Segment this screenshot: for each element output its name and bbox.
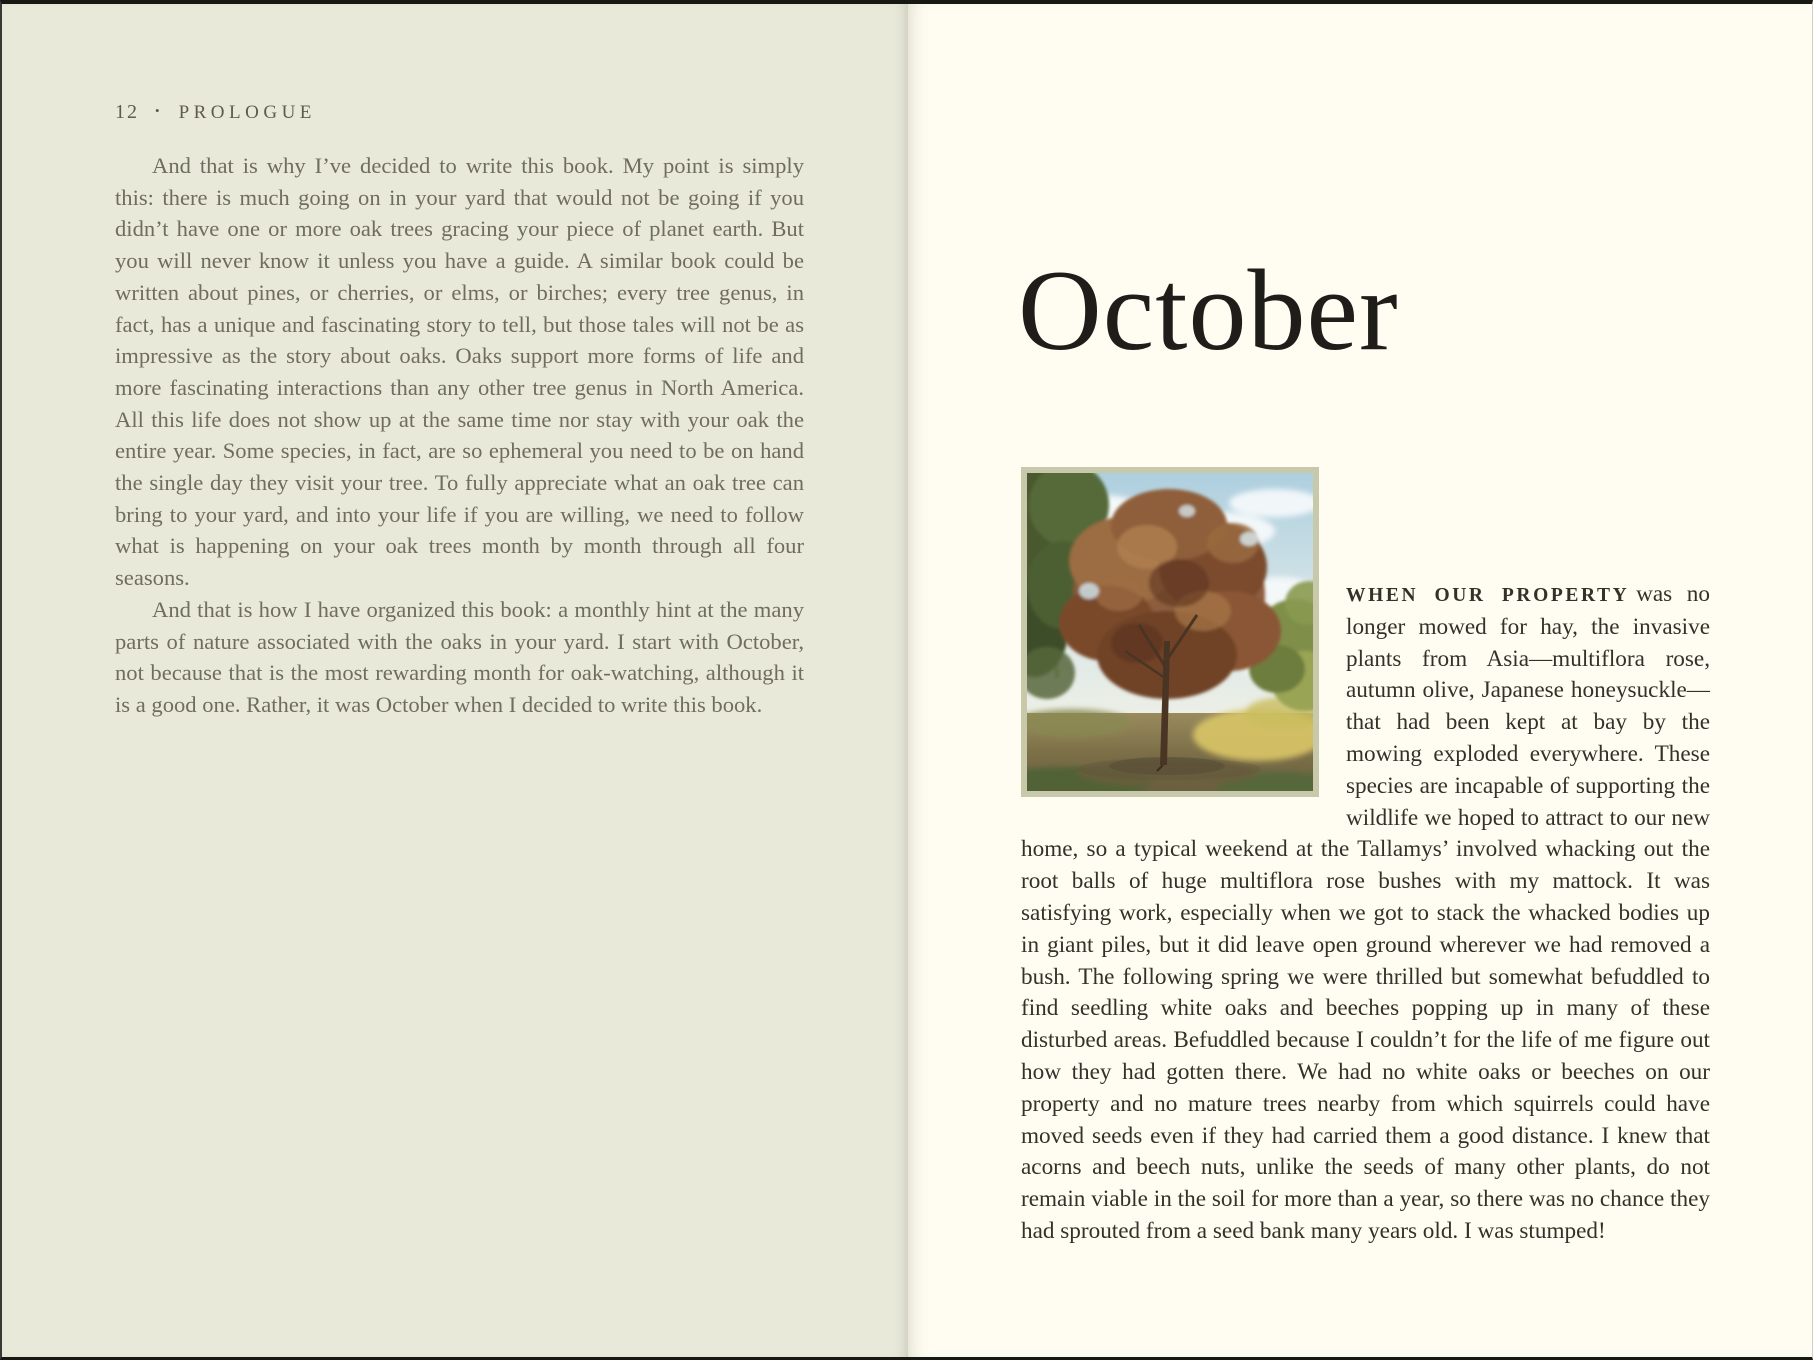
body-paragraph: And that is why I’ve decided to write this book. My point is simply this: there is much going on in your yard that would not be going if you didn’t have one or more oak trees gracing your piece of planet earth. But you will never know it unless you have a guide. A similar book could be written about pines, or cherries, or elms, or birches; every tree genus, in fact, has a unique and fascinating story to tell, but those tales will not be as impressive as the story about oaks. Oaks support more forms of life and more fascinating interactions than any other tree genus in North America. All this life does not show up at the same time nor stay with your oak the entire year. Some species, in fact, are so ephemeral you need to be on hand the single day they visit your tree. To fully appreciate what an oak tree can bring to your yard, and into your life if you are willing, we need to follow what is happening on your oak trees month by month through all four seasons. <box>115 153 804 591</box>
photo-frame <box>1021 467 1319 797</box>
chapter-title: October <box>1018 247 1399 375</box>
running-header <box>115 101 316 124</box>
lead-in-small-caps: WHEN OUR PROPERTY <box>1346 585 1630 606</box>
autumn-oak-tree-photo <box>1027 473 1313 791</box>
left-page <box>2 4 908 1357</box>
opening-paragraph-text: was no longer mowed for hay, the invasive plants from Asia—multiflora rose, autumn olive, Japanese honeysuckle—that had been kept at bay by the mowing exploded everywhere. These species are incapable of supporting the wildlife we hoped to attract to our new home, so a typical weekend at the Tallamys’ involved whacking out the root balls of huge multiflora rose bushes with my mattock. It was satisfying work, especially when we got to stack the whacked bodies up in giant piles, but it did leave open ground wherever we had removed a bush. The following spring we were thrilled but somewhat befuddled to find seedling white oaks and beeches popping up in many of these disturbed areas. Befuddled because I couldn’t for the life of me figure out how they had gotten there. We had no white oaks or beeches on our property and no mature trees nearby from which squirrels could have moved seeds even if they had carried them a good distance. I knew that acorns and beech nuts, unlike the seeds of many other plants, do not remain viable in the soil for more than a year, so there was no chance they had sprouted from a seed bank many years old. I was stumped! <box>1021 581 1710 1244</box>
right-page <box>908 4 1812 1357</box>
header-title: PROLOGUE <box>178 102 316 123</box>
page-number: 12 <box>115 101 139 123</box>
left-page-body <box>115 150 804 721</box>
header-separator-dot: • <box>155 103 161 118</box>
body-paragraph: And that is how I have organized this book: a monthly hint at the many parts of nature associated with the oaks in your yard. I start with October, not because that is the most rewarding month for oak-watching, although it is a good one. Rather, it was October when I decided to write this book. <box>115 596 804 717</box>
chapter-body <box>1021 467 1710 1248</box>
